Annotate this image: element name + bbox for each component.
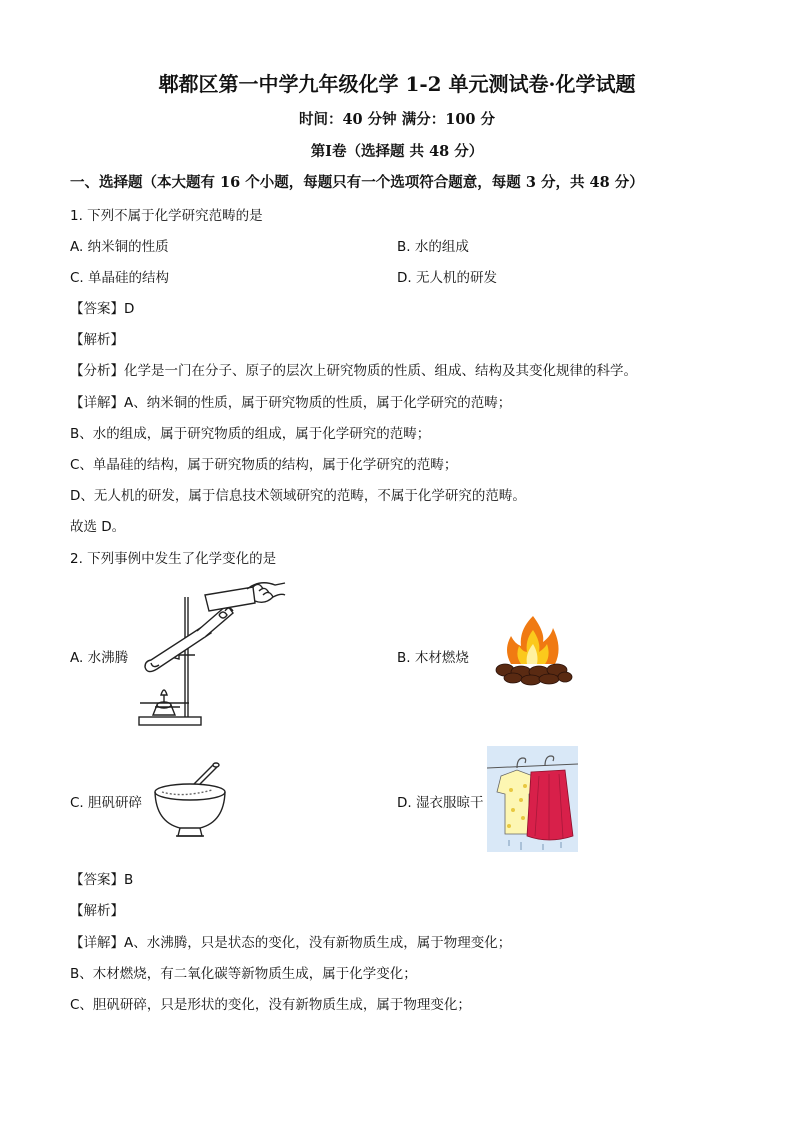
- campfire-image: [493, 612, 573, 687]
- q2-option-b: B. 木材燃烧: [397, 650, 469, 666]
- q1-stem: 1. 下列不属于化学研究范畴的是: [70, 208, 263, 224]
- q2-option-a: A. 水沸腾: [70, 650, 129, 666]
- q2-detail-a: 【详解】A、水沸腾，只是状态的变化，没有新物质生成，属于物理变化；: [70, 935, 512, 951]
- q1-option-a: A. 纳米铜的性质: [70, 239, 169, 255]
- q1-detail-a: 【详解】A、纳米铜的性质，属于研究物质的性质，属于化学研究的范畴；: [70, 395, 512, 411]
- q1-detail-c: C、单晶硅的结构，属于研究物质的结构，属于化学研究的范畴；: [70, 457, 458, 473]
- q2-detail-c: C、胆矾研碎，只是形状的变化，没有新物质生成，属于物理变化；: [70, 997, 471, 1013]
- page-title: 郫都区第一中学九年级化学 1-2 单元测试卷·化学试题: [158, 72, 636, 96]
- q1-fenxi: 【分析】化学是一门在分子、原子的层次上研究物质的性质、组成、结构及其变化规律的科学。: [70, 363, 637, 379]
- q1-conclusion: 故选 D。: [70, 519, 126, 535]
- wet-clothes-drying-image: [487, 746, 578, 852]
- q2-option-d: D. 湿衣服晾干: [397, 795, 484, 811]
- volume-heading: 第Ⅰ卷（选择题 共 48 分）: [310, 143, 484, 160]
- q1-option-b: B. 水的组成: [397, 239, 469, 255]
- q2-stem: 2. 下列事例中发生了化学变化的是: [70, 551, 277, 567]
- q2-detail-b: B、木材燃烧，有二氧化碳等新物质生成，属于化学变化；: [70, 966, 417, 982]
- time-score-line: 时间：40 分钟 满分：100 分: [298, 111, 496, 128]
- q1-analysis-label: 【解析】: [70, 332, 124, 348]
- q1-detail-b: B、水的组成，属于研究物质的组成，属于化学研究的范畴；: [70, 426, 431, 442]
- boiling-water-apparatus-image: [135, 575, 290, 730]
- mortar-pestle-image: [150, 760, 230, 842]
- q2-analysis-label: 【解析】: [70, 903, 124, 919]
- q1-answer: 【答案】D: [70, 301, 135, 317]
- q2-answer: 【答案】B: [70, 872, 134, 888]
- q1-option-d: D. 无人机的研发: [397, 270, 497, 286]
- part-heading: 一、选择题（本大题有 16 个小题，每题只有一个选项符合题意，每题 3 分，共 48 分）: [70, 174, 644, 191]
- q2-option-c: C. 胆矾研碎: [70, 795, 143, 811]
- q1-detail-d: D、无人机的研发，属于信息技术领域研究的范畴，不属于化学研究的范畴。: [70, 488, 526, 504]
- q1-option-c: C. 单晶硅的结构: [70, 270, 170, 286]
